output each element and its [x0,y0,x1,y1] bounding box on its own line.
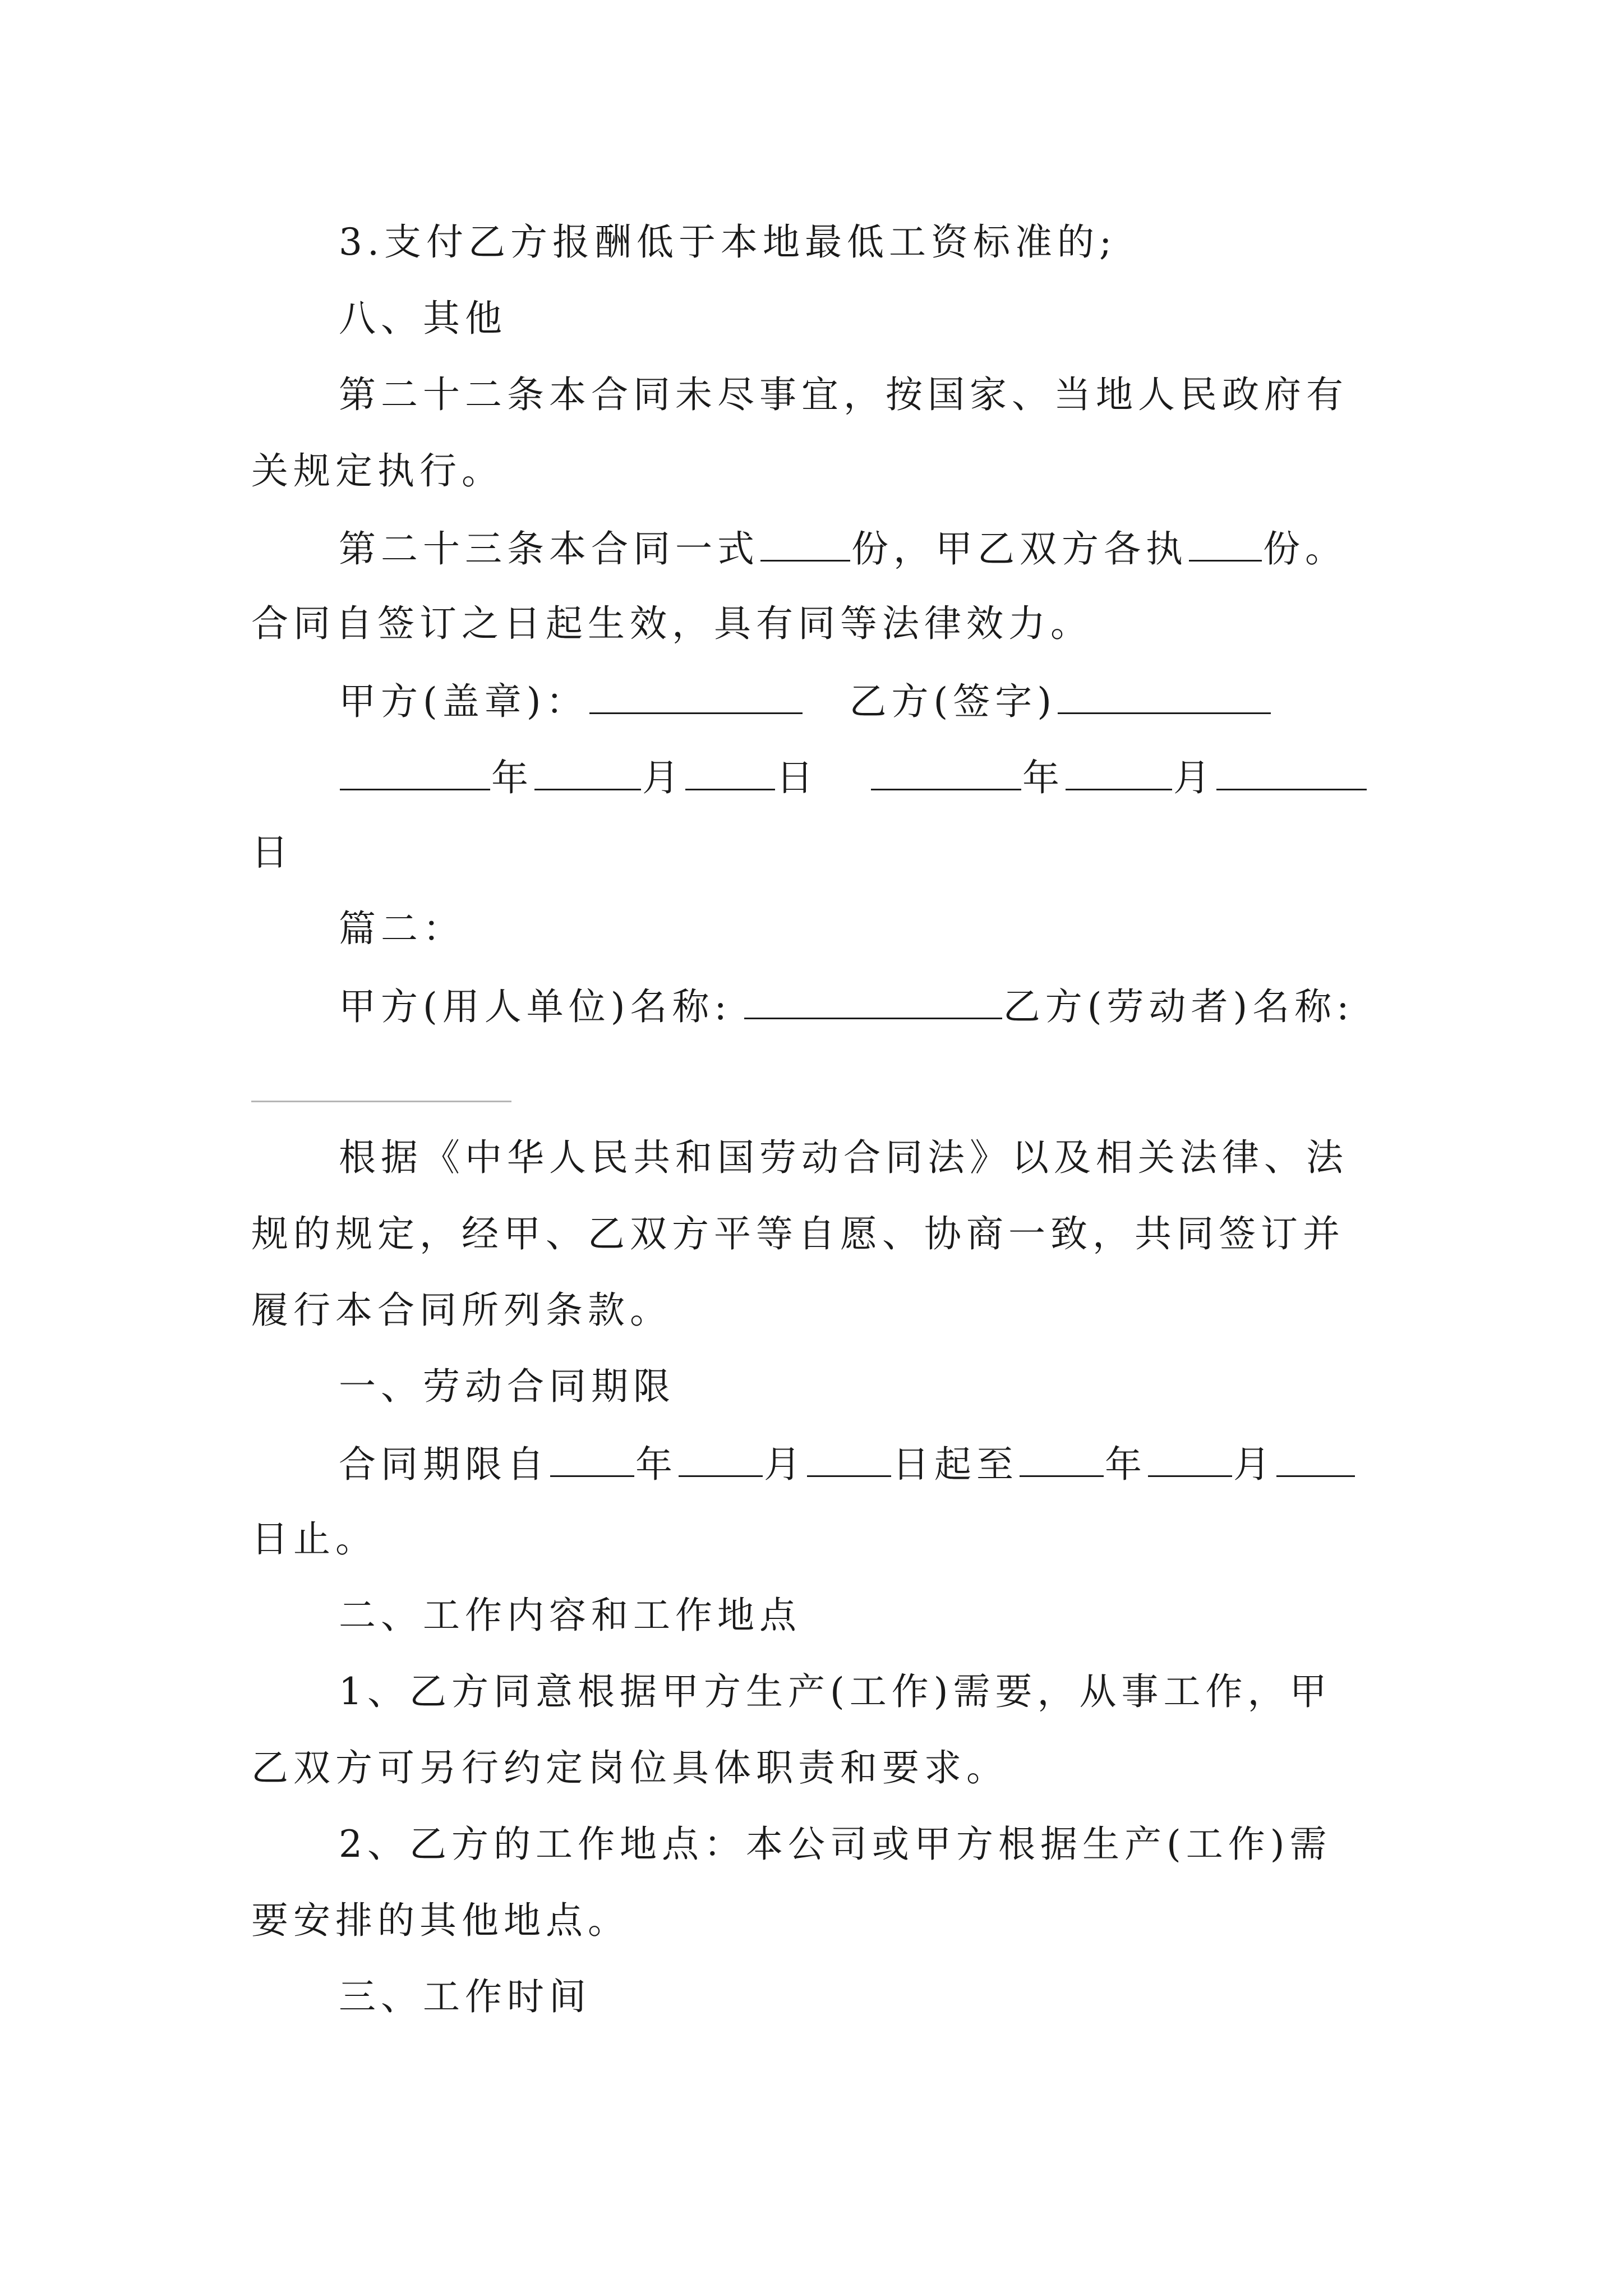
section-heading [339,1593,1395,1638]
line-text: 月 [1173,756,1215,799]
line-text: 甲方(盖章)： [339,680,588,723]
fill-blank [1148,1441,1232,1477]
paragraph-line [339,1822,1395,1867]
fill-blank [807,1441,891,1477]
paragraph-line [251,1288,1395,1333]
line-text: 二、工作内容和工作地点 [339,1594,801,1637]
line-text: 1、乙方同意根据甲方生产(工作)需要，从事工作，甲 [339,1670,1332,1713]
paragraph-line [251,449,1395,494]
section-heading [339,1364,1395,1409]
line-text: 年 [491,756,533,799]
line-text: 2、乙方的工作地点：本公司或甲方根据生产(工作)需 [339,1823,1332,1866]
section-heading [339,907,1395,951]
signature-line [339,678,1395,724]
line-text: 日起至 [892,1443,1018,1486]
line-text: 年 [1022,756,1064,799]
line-text: 一、劳动合同期限 [339,1365,675,1408]
fill-blank [1189,525,1262,562]
fill-blank [760,525,850,562]
paragraph-line [339,1135,1395,1180]
line-text: 年 [1105,1443,1147,1486]
fill-blank [589,678,803,714]
fill-blank [871,754,1021,790]
fill-blank [340,754,490,790]
line-text: 日止。 [251,1517,377,1561]
fill-blank [679,1441,763,1477]
line-text: 合同自签订之日起生效，具有同等法律效力。 [251,602,1092,645]
paragraph-line [339,220,1395,265]
party-name-line [339,983,1395,1029]
line-text: 月 [1233,1443,1275,1486]
fill-blank [685,754,775,790]
line-text: 根据《中华人民共和国劳动合同法》以及相关法律、法 [339,1136,1348,1179]
line-text: 甲方(用人单位)名称: [339,985,732,1028]
fill-blank [550,1441,634,1477]
line-text: 年 [635,1443,677,1486]
line-text: 第二十三条本合同一式 [339,527,759,570]
line-text: 份。 [1263,527,1347,570]
line-text: 篇二： [339,907,465,950]
paragraph-line [251,1746,1395,1791]
fill-blank [1066,754,1172,790]
line-text: 乙方(劳动者)名称: [1003,985,1354,1028]
line-text: 月 [764,1443,806,1486]
line-text: 八、其他 [339,297,507,340]
fill-blank [534,754,641,790]
line-text: 乙方(签字) [849,680,1057,723]
fill-blank [744,983,1002,1019]
fill-blank [1216,754,1367,790]
paragraph-line [251,1898,1395,1943]
paragraph-line [251,1517,1395,1562]
fill-blank [251,1101,511,1102]
paragraph-line [251,830,1395,875]
fill-blank [1020,1441,1104,1477]
paragraph-line [251,601,1395,646]
line-text: 要安排的其他地点。 [251,1899,630,1942]
line-text: 关规定执行。 [251,449,504,493]
section-heading [339,1975,1395,2019]
line-text: 月 [642,756,684,799]
fill-blank [1058,678,1271,714]
date-line [339,754,1395,800]
line-text: 合同期限自 [339,1443,549,1486]
paragraph-line [251,1212,1395,1257]
line-text: 三、工作时间 [339,1975,591,2018]
line-text: 日 [251,831,293,874]
line-text: 规的规定，经甲、乙双方平等自愿、协商一致，共同签订并 [251,1212,1345,1255]
line-text: 乙双方可另行约定岗位具体职责和要求。 [251,1746,1008,1789]
line-text: 日 [776,756,818,799]
paragraph-line [339,1441,1395,1487]
paragraph-line [339,1669,1395,1714]
fill-blank [1276,1441,1355,1477]
line-text: 3.支付乙方报酬低于本地最低工资标准的; [339,220,1117,264]
paragraph-line [339,525,1395,572]
line-text: 份，甲乙双方各执 [851,527,1188,570]
paragraph-line [339,372,1395,417]
section-heading [339,296,1395,341]
line-text: 第二十二条本合同未尽事宜，按国家、当地人民政府有 [339,373,1348,416]
line-text: 履行本合同所列条款。 [251,1289,672,1332]
